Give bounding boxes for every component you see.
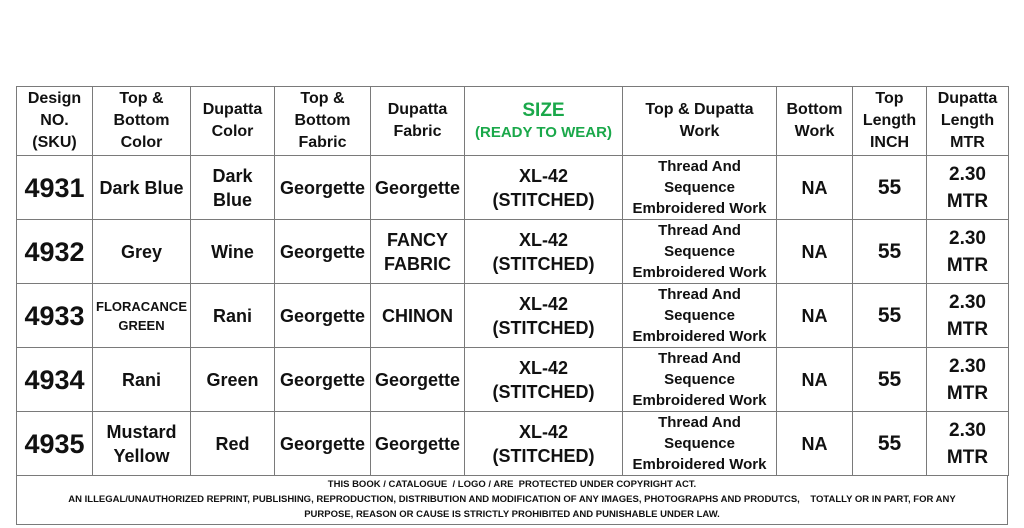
top-bottom-fabric-cell: Georgette <box>275 284 371 348</box>
top-length-cell: 55 <box>853 412 927 476</box>
header-dupatta-length: Dupatta Length MTR <box>927 87 1009 156</box>
header-sku: Design NO. (SKU) <box>17 87 93 156</box>
header-bottom-work: Bottom Work <box>777 87 853 156</box>
table-row <box>17 348 1009 412</box>
table-row <box>17 156 1009 220</box>
design-table <box>16 86 1009 476</box>
size-cell: XL-42 (STITCHED) <box>465 156 623 220</box>
top-bottom-color-cell: Mustard Yellow <box>93 412 191 476</box>
bottom-work-cell: NA <box>777 412 853 476</box>
dupatta-length-cell: 2.30 MTR <box>927 156 1009 220</box>
header-top-length: Top Length INCH <box>853 87 927 156</box>
dupatta-length-cell: 2.30 MTR <box>927 348 1009 412</box>
top-bottom-fabric-cell: Georgette <box>275 220 371 284</box>
catalog-sheet <box>16 86 1008 525</box>
bottom-work-cell: NA <box>777 156 853 220</box>
top-length-cell: 55 <box>853 348 927 412</box>
copyright-notice <box>16 476 1008 525</box>
dupatta-color-cell: Dark Blue <box>191 156 275 220</box>
sku-cell: 4932 <box>17 220 93 284</box>
dupatta-length-cell: 2.30 MTR <box>927 412 1009 476</box>
top-length-cell: 55 <box>853 156 927 220</box>
dupatta-fabric-cell: Georgette <box>371 156 465 220</box>
dupatta-color-cell: Red <box>191 412 275 476</box>
work-cell: Thread And Sequence Embroidered Work <box>623 220 777 284</box>
notice-line: THIS BOOK / CATALOGUE / LOGO / ARE PROTECTED UNDER COPYRIGHT ACT. <box>327 479 697 490</box>
work-cell: Thread And Sequence Embroidered Work <box>623 156 777 220</box>
header-dupatta-fabric: Dupatta Fabric <box>371 87 465 156</box>
top-bottom-fabric-cell: Georgette <box>275 348 371 412</box>
sku-cell: 4935 <box>17 412 93 476</box>
notice-line: AN ILLEGAL/UNAUTHORIZED REPRINT, PUBLISHING, REPRODUCTION, DISTRIBUTION AND MODIFICATION OF ANY IMAGES, PHOTOGRAPHS AND PRODUTCS, TOTALLY OR IN PART, FOR ANY <box>68 494 956 505</box>
header-top-bottom-color: Top & Bottom Color <box>93 87 191 156</box>
dupatta-fabric-cell: FANCY FABRIC <box>371 220 465 284</box>
dupatta-length-cell: 2.30 MTR <box>927 220 1009 284</box>
bottom-work-cell: NA <box>777 284 853 348</box>
top-bottom-fabric-cell: Georgette <box>275 156 371 220</box>
header-row <box>17 87 1009 156</box>
dupatta-color-cell: Wine <box>191 220 275 284</box>
top-length-cell: 55 <box>853 284 927 348</box>
table-row <box>17 284 1009 348</box>
sku-cell: 4933 <box>17 284 93 348</box>
dupatta-fabric-cell: Georgette <box>371 348 465 412</box>
bottom-work-cell: NA <box>777 220 853 284</box>
top-length-cell: 55 <box>853 220 927 284</box>
dupatta-length-cell: 2.30 MTR <box>927 284 1009 348</box>
work-cell: Thread And Sequence Embroidered Work <box>623 284 777 348</box>
header-size: SIZE (READY TO WEAR) <box>465 87 623 156</box>
table-row <box>17 220 1009 284</box>
header-top-dupatta-work: Top & Dupatta Work <box>623 87 777 156</box>
size-cell: XL-42 (STITCHED) <box>465 284 623 348</box>
header-top-bottom-fabric: Top & Bottom Fabric <box>275 87 371 156</box>
work-cell: Thread And Sequence Embroidered Work <box>623 348 777 412</box>
dupatta-color-cell: Green <box>191 348 275 412</box>
bottom-work-cell: NA <box>777 348 853 412</box>
sku-cell: 4934 <box>17 348 93 412</box>
work-cell: Thread And Sequence Embroidered Work <box>623 412 777 476</box>
size-cell: XL-42 (STITCHED) <box>465 348 623 412</box>
top-bottom-fabric-cell: Georgette <box>275 412 371 476</box>
dupatta-fabric-cell: CHINON <box>371 284 465 348</box>
top-bottom-color-cell: Grey <box>93 220 191 284</box>
top-bottom-color-cell: Dark Blue <box>93 156 191 220</box>
sku-cell: 4931 <box>17 156 93 220</box>
header-dupatta-color: Dupatta Color <box>191 87 275 156</box>
size-cell: XL-42 (STITCHED) <box>465 412 623 476</box>
top-bottom-color-cell: Rani <box>93 348 191 412</box>
dupatta-color-cell: Rani <box>191 284 275 348</box>
size-cell: XL-42 (STITCHED) <box>465 220 623 284</box>
dupatta-fabric-cell: Georgette <box>371 412 465 476</box>
notice-line: PURPOSE, REASON OR CAUSE IS STRICTLY PROHIBITED AND PUNISHABLE UNDER LAW. <box>304 509 720 520</box>
top-bottom-color-cell: FLORACANCE GREEN <box>93 284 191 348</box>
table-row <box>17 412 1009 476</box>
